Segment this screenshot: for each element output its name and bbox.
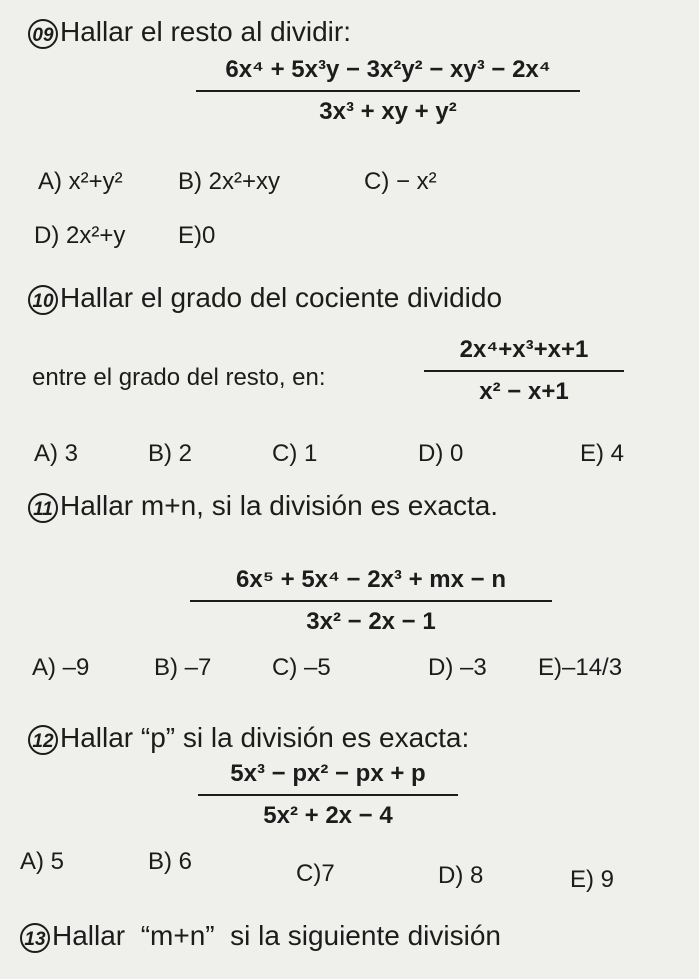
question-10-option-b: B) 2 [148, 440, 193, 467]
question-10-subtitle: entre el grado del resto, en: [32, 364, 326, 391]
question-09-fraction [196, 56, 580, 126]
question-09-option-a: A) x²+y² [38, 168, 123, 195]
question-10-option-a: A) 3 [34, 440, 79, 467]
question-09-option-e: E)0 [178, 222, 216, 249]
question-number-badge: 12 [28, 725, 58, 755]
question-number-badge: 11 [28, 493, 58, 523]
question-number-badge: 09 [28, 19, 58, 49]
fraction-denominator: 3x² − 2x − 1 [306, 608, 436, 635]
question-10-option-e: E) 4 [580, 440, 625, 467]
question-12-option-b: B) 6 [148, 848, 193, 875]
question-11-option-c: C) –5 [272, 654, 331, 681]
question-11-option-d: D) –3 [428, 654, 487, 681]
question-12-option-e: E) 9 [570, 866, 615, 893]
question-number-badge: 13 [20, 923, 50, 953]
question-10-option-d: D) 0 [418, 440, 464, 467]
fraction-numerator: 5x³ − px² − px + p [230, 760, 426, 787]
fraction-numerator: 6x⁴ + 5x³y − 3x²y² − xy³ − 2x⁴ [225, 56, 551, 83]
question-09-option-b: B) 2x²+xy [178, 168, 281, 195]
question-09-option-c: C) − x² [364, 168, 437, 195]
question-10-title: 10 Hallar el grado del cociente dividido [28, 282, 502, 315]
fraction-bar [198, 794, 458, 796]
fraction-bar [196, 90, 580, 92]
question-10-fraction [424, 336, 624, 406]
question-09-title: 09 Hallar el resto al dividir: [28, 16, 351, 49]
question-12-option-c: C)7 [296, 860, 335, 887]
question-09-option-d: D) 2x²+y [34, 222, 126, 249]
question-13-title: 13 Hallar “m+n” si la siguiente división [20, 920, 501, 953]
question-12-title: 12 Hallar “p” si la división es exacta: [28, 722, 469, 755]
fraction-denominator: 3x³ + xy + y² [319, 98, 457, 125]
fraction-denominator: x² − x+1 [479, 378, 569, 405]
fraction-numerator: 6x⁵ + 5x⁴ − 2x³ + mx − n [236, 566, 506, 593]
question-11-fraction [190, 566, 552, 636]
question-11-option-a: A) –9 [32, 654, 90, 681]
question-11-option-b: B) –7 [154, 654, 212, 681]
fraction-bar [190, 600, 552, 602]
fraction-denominator: 5x² + 2x − 4 [263, 802, 393, 829]
question-11-option-e: E)–14/3 [538, 654, 623, 681]
question-12-fraction [198, 760, 458, 830]
question-12-option-a: A) 5 [20, 848, 65, 875]
fraction-bar [424, 370, 624, 372]
question-number-badge: 10 [28, 285, 58, 315]
question-10-option-c: C) 1 [272, 440, 318, 467]
question-12-option-d: D) 8 [438, 862, 484, 889]
question-11-title: 11 Hallar m+n, si la división es exacta. [28, 490, 498, 523]
fraction-numerator: 2x⁴+x³+x+1 [459, 336, 589, 363]
